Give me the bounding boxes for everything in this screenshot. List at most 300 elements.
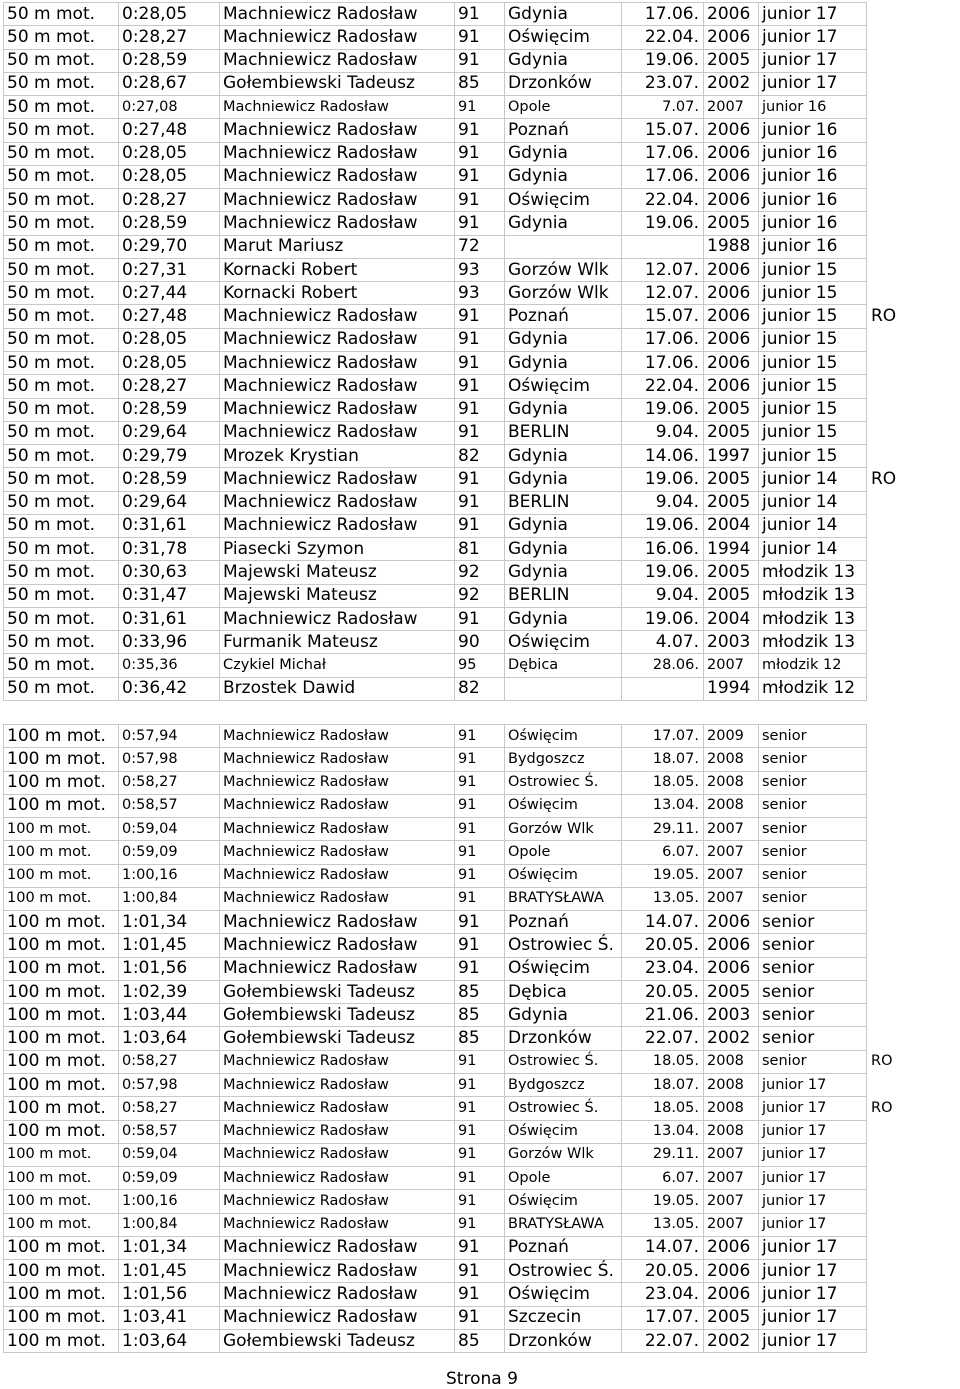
athlete-name-cell: Machniewicz Radosław bbox=[220, 725, 455, 748]
note-cell bbox=[867, 1260, 937, 1283]
date-cell: 19.06. bbox=[622, 49, 704, 72]
category-cell: junior 17 bbox=[759, 1073, 867, 1096]
note-cell bbox=[867, 818, 937, 841]
year-cell: 2005 bbox=[704, 468, 759, 491]
event-cell: 50 m mot. bbox=[4, 96, 119, 119]
venue-cell: Dębica bbox=[505, 654, 622, 677]
year-cell: 2006 bbox=[704, 911, 759, 934]
category-cell: junior 15 bbox=[759, 305, 867, 328]
note-cell bbox=[867, 887, 937, 910]
year-cell: 2005 bbox=[704, 398, 759, 421]
birth-year-cell: 91 bbox=[455, 1236, 505, 1259]
athlete-name-cell: Machniewicz Radosław bbox=[220, 375, 455, 398]
table-row bbox=[4, 212, 937, 235]
note-cell: RO bbox=[871, 306, 897, 327]
birth-year-cell: 91 bbox=[455, 375, 505, 398]
page-footer: Strona 9 bbox=[446, 1369, 518, 1389]
note-cell bbox=[867, 1236, 937, 1259]
category-cell: senior bbox=[759, 818, 867, 841]
athlete-name-cell: Machniewicz Radosław bbox=[220, 1283, 455, 1306]
note-cell bbox=[867, 1167, 937, 1190]
date-cell: 4.07. bbox=[622, 631, 704, 654]
year-cell: 2006 bbox=[704, 3, 759, 26]
category-cell: junior 15 bbox=[759, 328, 867, 351]
table-row bbox=[4, 677, 937, 700]
year-cell: 2009 bbox=[704, 725, 759, 748]
year-cell: 2008 bbox=[704, 1120, 759, 1143]
birth-year-cell: 91 bbox=[455, 212, 505, 235]
event-cell: 100 m mot. bbox=[4, 1236, 119, 1259]
venue-cell: Oświęcim bbox=[505, 725, 622, 748]
time-cell: 0:58,57 bbox=[119, 1120, 220, 1143]
date-cell: 22.04. bbox=[622, 375, 704, 398]
event-cell: 100 m mot. bbox=[4, 864, 119, 887]
note-cell bbox=[867, 445, 937, 468]
year-cell: 2006 bbox=[704, 351, 759, 374]
venue-cell: Oświęcim bbox=[505, 26, 622, 49]
venue-cell: Oświęcim bbox=[505, 957, 622, 980]
time-cell: 0:28,27 bbox=[119, 375, 220, 398]
time-cell: 0:28,59 bbox=[119, 398, 220, 421]
time-cell: 0:59,09 bbox=[119, 1167, 220, 1190]
table-row bbox=[4, 351, 937, 374]
category-cell: młodzik 12 bbox=[759, 654, 867, 677]
time-cell: 0:28,27 bbox=[119, 189, 220, 212]
category-cell: senior bbox=[759, 725, 867, 748]
time-cell: 0:33,96 bbox=[119, 631, 220, 654]
athlete-name-cell: Mrozek Krystian bbox=[220, 445, 455, 468]
note-cell bbox=[867, 398, 937, 421]
table-row bbox=[4, 491, 937, 514]
athlete-name-cell: Machniewicz Radosław bbox=[220, 328, 455, 351]
event-cell: 50 m mot. bbox=[4, 607, 119, 630]
birth-year-cell: 91 bbox=[455, 771, 505, 794]
date-cell: 19.06. bbox=[622, 607, 704, 630]
time-cell: 0:28,05 bbox=[119, 142, 220, 165]
date-cell: 19.05. bbox=[622, 864, 704, 887]
event-cell: 50 m mot. bbox=[4, 72, 119, 95]
table-row bbox=[4, 1283, 937, 1306]
category-cell: junior 17 bbox=[759, 1120, 867, 1143]
date-cell: 14.07. bbox=[622, 1236, 704, 1259]
birth-year-cell: 91 bbox=[455, 26, 505, 49]
category-cell: młodzik 12 bbox=[759, 677, 867, 700]
time-cell: 1:03,41 bbox=[119, 1306, 220, 1329]
venue-cell: Drzonków bbox=[505, 1027, 622, 1050]
athlete-name-cell: Machniewicz Radosław bbox=[220, 748, 455, 771]
note-cell bbox=[867, 491, 937, 514]
year-cell: 2006 bbox=[704, 1236, 759, 1259]
birth-year-cell: 72 bbox=[455, 235, 505, 258]
birth-year-cell: 95 bbox=[455, 654, 505, 677]
date-cell: 23.07. bbox=[622, 72, 704, 95]
table-row bbox=[4, 864, 937, 887]
venue-cell: BERLIN bbox=[505, 584, 622, 607]
year-cell: 2006 bbox=[704, 282, 759, 305]
time-cell: 0:59,04 bbox=[119, 818, 220, 841]
athlete-name-cell: Machniewicz Radosław bbox=[220, 1050, 455, 1073]
athlete-name-cell: Majewski Mateusz bbox=[220, 561, 455, 584]
time-cell: 0:28,27 bbox=[119, 26, 220, 49]
athlete-name-cell: Gołembiewski Tadeusz bbox=[220, 72, 455, 95]
venue-cell: Gdynia bbox=[505, 212, 622, 235]
date-cell bbox=[622, 677, 704, 700]
birth-year-cell: 91 bbox=[455, 328, 505, 351]
table-row bbox=[4, 748, 937, 771]
time-cell: 1:01,45 bbox=[119, 1260, 220, 1283]
event-cell: 50 m mot. bbox=[4, 119, 119, 142]
event-cell: 100 m mot. bbox=[4, 934, 119, 957]
athlete-name-cell: Machniewicz Radosław bbox=[220, 1073, 455, 1096]
note-cell bbox=[867, 584, 937, 607]
athlete-name-cell: Gołembiewski Tadeusz bbox=[220, 1329, 455, 1352]
birth-year-cell: 91 bbox=[455, 794, 505, 817]
table-row bbox=[4, 421, 937, 444]
date-cell: 13.04. bbox=[622, 1120, 704, 1143]
year-cell: 2008 bbox=[704, 771, 759, 794]
birth-year-cell: 91 bbox=[455, 189, 505, 212]
event-cell: 100 m mot. bbox=[4, 1167, 119, 1190]
category-cell: junior 17 bbox=[759, 1143, 867, 1166]
birth-year-cell: 91 bbox=[455, 3, 505, 26]
table-row bbox=[4, 96, 937, 119]
date-cell: 19.06. bbox=[622, 468, 704, 491]
note-cell bbox=[867, 1027, 937, 1050]
table-row bbox=[4, 538, 937, 561]
year-cell: 2005 bbox=[704, 980, 759, 1003]
category-cell: junior 16 bbox=[759, 142, 867, 165]
note-cell bbox=[867, 1190, 937, 1213]
athlete-name-cell: Marut Mariusz bbox=[220, 235, 455, 258]
event-cell: 50 m mot. bbox=[4, 398, 119, 421]
event-cell: 100 m mot. bbox=[4, 1213, 119, 1236]
date-cell: 13.04. bbox=[622, 794, 704, 817]
date-cell: 12.07. bbox=[622, 258, 704, 281]
athlete-name-cell: Machniewicz Radosław bbox=[220, 1143, 455, 1166]
category-cell: młodzik 13 bbox=[759, 584, 867, 607]
year-cell: 2006 bbox=[704, 189, 759, 212]
note-cell bbox=[867, 1306, 937, 1329]
table-row bbox=[4, 1306, 937, 1329]
table-row bbox=[4, 1050, 937, 1073]
table-row bbox=[4, 235, 937, 258]
birth-year-cell: 91 bbox=[455, 725, 505, 748]
note-cell bbox=[867, 189, 937, 212]
birth-year-cell: 91 bbox=[455, 1260, 505, 1283]
event-cell: 100 m mot. bbox=[4, 1260, 119, 1283]
athlete-name-cell: Machniewicz Radosław bbox=[220, 1213, 455, 1236]
table-row bbox=[4, 1097, 937, 1120]
category-cell: junior 17 bbox=[759, 1190, 867, 1213]
time-cell: 0:28,05 bbox=[119, 3, 220, 26]
venue-cell: Poznań bbox=[505, 1236, 622, 1259]
venue-cell: Opole bbox=[505, 1167, 622, 1190]
event-cell: 50 m mot. bbox=[4, 491, 119, 514]
table-row bbox=[4, 934, 937, 957]
date-cell: 23.04. bbox=[622, 1283, 704, 1306]
year-cell: 2003 bbox=[704, 1004, 759, 1027]
category-cell: junior 15 bbox=[759, 351, 867, 374]
venue-cell: Gdynia bbox=[505, 538, 622, 561]
athlete-name-cell: Machniewicz Radosław bbox=[220, 911, 455, 934]
time-cell: 1:00,16 bbox=[119, 864, 220, 887]
birth-year-cell: 92 bbox=[455, 584, 505, 607]
year-cell: 2004 bbox=[704, 607, 759, 630]
birth-year-cell: 91 bbox=[455, 165, 505, 188]
date-cell: 18.07. bbox=[622, 1073, 704, 1096]
category-cell: młodzik 13 bbox=[759, 631, 867, 654]
birth-year-cell: 91 bbox=[455, 1120, 505, 1143]
category-cell: senior bbox=[759, 911, 867, 934]
category-cell: senior bbox=[759, 1050, 867, 1073]
date-cell: 17.07. bbox=[622, 1306, 704, 1329]
time-cell: 0:29,64 bbox=[119, 421, 220, 444]
year-cell: 2005 bbox=[704, 212, 759, 235]
date-cell: 17.06. bbox=[622, 165, 704, 188]
table-row bbox=[4, 119, 937, 142]
note-cell bbox=[867, 725, 937, 748]
note-cell bbox=[867, 375, 937, 398]
birth-year-cell: 91 bbox=[455, 957, 505, 980]
birth-year-cell: 85 bbox=[455, 1329, 505, 1352]
year-cell: 2002 bbox=[704, 1329, 759, 1352]
category-cell: junior 15 bbox=[759, 282, 867, 305]
category-cell: senior bbox=[759, 980, 867, 1003]
table-row bbox=[4, 794, 937, 817]
venue-cell: Gorzów Wlk bbox=[505, 1143, 622, 1166]
year-cell: 2007 bbox=[704, 654, 759, 677]
event-cell: 100 m mot. bbox=[4, 1027, 119, 1050]
date-cell: 17.06. bbox=[622, 351, 704, 374]
year-cell: 2003 bbox=[704, 631, 759, 654]
category-cell: junior 17 bbox=[759, 1329, 867, 1352]
year-cell: 2002 bbox=[704, 72, 759, 95]
date-cell: 22.07. bbox=[622, 1329, 704, 1352]
time-cell: 0:58,27 bbox=[119, 771, 220, 794]
venue-cell: BRATYSŁAWA bbox=[505, 887, 622, 910]
event-cell: 50 m mot. bbox=[4, 375, 119, 398]
event-cell: 50 m mot. bbox=[4, 421, 119, 444]
athlete-name-cell: Machniewicz Radosław bbox=[220, 864, 455, 887]
birth-year-cell: 91 bbox=[455, 96, 505, 119]
year-cell: 2006 bbox=[704, 1260, 759, 1283]
table-row bbox=[4, 1213, 937, 1236]
note-cell bbox=[867, 49, 937, 72]
venue-cell: Gdynia bbox=[505, 468, 622, 491]
note-cell bbox=[867, 142, 937, 165]
note-cell bbox=[867, 864, 937, 887]
birth-year-cell: 82 bbox=[455, 445, 505, 468]
event-cell: 100 m mot. bbox=[4, 887, 119, 910]
birth-year-cell: 91 bbox=[455, 514, 505, 537]
category-cell: junior 15 bbox=[759, 445, 867, 468]
event-cell: 50 m mot. bbox=[4, 584, 119, 607]
venue-cell: Opole bbox=[505, 841, 622, 864]
athlete-name-cell: Machniewicz Radosław bbox=[220, 3, 455, 26]
note-cell bbox=[867, 748, 937, 771]
table-row bbox=[4, 72, 937, 95]
athlete-name-cell: Piasecki Szymon bbox=[220, 538, 455, 561]
event-cell: 50 m mot. bbox=[4, 142, 119, 165]
note-cell bbox=[867, 282, 937, 305]
time-cell: 0:27,31 bbox=[119, 258, 220, 281]
athlete-name-cell: Furmanik Mateusz bbox=[220, 631, 455, 654]
date-cell: 19.06. bbox=[622, 398, 704, 421]
note-cell bbox=[867, 607, 937, 630]
time-cell: 0:31,61 bbox=[119, 607, 220, 630]
time-cell: 1:01,34 bbox=[119, 911, 220, 934]
birth-year-cell: 91 bbox=[455, 1283, 505, 1306]
table-row bbox=[4, 607, 937, 630]
event-cell: 100 m mot. bbox=[4, 911, 119, 934]
category-cell: junior 17 bbox=[759, 1306, 867, 1329]
year-cell: 2007 bbox=[704, 841, 759, 864]
table-row bbox=[4, 514, 937, 537]
year-cell: 2005 bbox=[704, 49, 759, 72]
table-row bbox=[4, 1073, 937, 1096]
birth-year-cell: 91 bbox=[455, 1167, 505, 1190]
time-cell: 0:29,70 bbox=[119, 235, 220, 258]
year-cell: 2006 bbox=[704, 258, 759, 281]
date-cell: 17.06. bbox=[622, 328, 704, 351]
athlete-name-cell: Machniewicz Radosław bbox=[220, 165, 455, 188]
date-cell: 19.06. bbox=[622, 212, 704, 235]
category-cell: junior 17 bbox=[759, 1097, 867, 1120]
table-row bbox=[4, 654, 937, 677]
note-cell bbox=[867, 514, 937, 537]
athlete-name-cell: Machniewicz Radosław bbox=[220, 607, 455, 630]
category-cell: junior 14 bbox=[759, 514, 867, 537]
note-cell: RO bbox=[871, 1099, 893, 1116]
category-cell: junior 16 bbox=[759, 165, 867, 188]
table-row bbox=[4, 1329, 937, 1352]
date-cell: 19.06. bbox=[622, 514, 704, 537]
event-cell: 100 m mot. bbox=[4, 980, 119, 1003]
venue-cell: Oświęcim bbox=[505, 1283, 622, 1306]
category-cell: junior 15 bbox=[759, 421, 867, 444]
event-cell: 50 m mot. bbox=[4, 538, 119, 561]
note-cell bbox=[867, 1004, 937, 1027]
event-cell: 50 m mot. bbox=[4, 26, 119, 49]
event-cell: 100 m mot. bbox=[4, 1190, 119, 1213]
athlete-name-cell: Machniewicz Radosław bbox=[220, 491, 455, 514]
table-row bbox=[4, 189, 937, 212]
note-cell bbox=[867, 561, 937, 584]
time-cell: 0:57,94 bbox=[119, 725, 220, 748]
event-cell: 50 m mot. bbox=[4, 212, 119, 235]
note-cell bbox=[867, 1213, 937, 1236]
birth-year-cell: 91 bbox=[455, 305, 505, 328]
category-cell: senior bbox=[759, 1027, 867, 1050]
date-cell: 15.07. bbox=[622, 305, 704, 328]
date-cell: 17.06. bbox=[622, 142, 704, 165]
venue-cell: Gdynia bbox=[505, 607, 622, 630]
event-cell: 100 m mot. bbox=[4, 748, 119, 771]
athlete-name-cell: Gołembiewski Tadeusz bbox=[220, 980, 455, 1003]
time-cell: 1:01,56 bbox=[119, 1283, 220, 1306]
year-cell: 2007 bbox=[704, 1213, 759, 1236]
venue-cell: Gdynia bbox=[505, 514, 622, 537]
date-cell: 29.11. bbox=[622, 1143, 704, 1166]
birth-year-cell: 91 bbox=[455, 1073, 505, 1096]
event-cell: 50 m mot. bbox=[4, 445, 119, 468]
athlete-name-cell: Machniewicz Radosław bbox=[220, 351, 455, 374]
date-cell: 28.06. bbox=[622, 654, 704, 677]
year-cell: 2005 bbox=[704, 491, 759, 514]
event-cell: 100 m mot. bbox=[4, 1306, 119, 1329]
date-cell: 7.07. bbox=[622, 96, 704, 119]
date-cell: 12.07. bbox=[622, 282, 704, 305]
athlete-name-cell: Machniewicz Radosław bbox=[220, 49, 455, 72]
birth-year-cell: 81 bbox=[455, 538, 505, 561]
records-table-50m bbox=[3, 2, 937, 701]
note-cell: RO bbox=[871, 1053, 893, 1070]
event-cell: 100 m mot. bbox=[4, 771, 119, 794]
note-cell bbox=[867, 654, 937, 677]
year-cell: 1994 bbox=[704, 538, 759, 561]
year-cell: 2006 bbox=[704, 328, 759, 351]
event-cell: 100 m mot. bbox=[4, 725, 119, 748]
table-row bbox=[4, 980, 937, 1003]
birth-year-cell: 91 bbox=[455, 491, 505, 514]
birth-year-cell: 91 bbox=[455, 142, 505, 165]
date-cell: 22.04. bbox=[622, 189, 704, 212]
note-cell bbox=[867, 677, 937, 700]
table-row bbox=[4, 1260, 937, 1283]
venue-cell: Ostrowiec Ś. bbox=[505, 934, 622, 957]
category-cell: junior 14 bbox=[759, 491, 867, 514]
note-cell bbox=[867, 212, 937, 235]
year-cell: 2008 bbox=[704, 1050, 759, 1073]
category-cell: junior 15 bbox=[759, 398, 867, 421]
table-row bbox=[4, 1236, 937, 1259]
time-cell: 0:30,63 bbox=[119, 561, 220, 584]
venue-cell: Gdynia bbox=[505, 49, 622, 72]
time-cell: 1:01,45 bbox=[119, 934, 220, 957]
year-cell: 2006 bbox=[704, 375, 759, 398]
time-cell: 1:00,84 bbox=[119, 1213, 220, 1236]
year-cell: 2007 bbox=[704, 1167, 759, 1190]
event-cell: 50 m mot. bbox=[4, 282, 119, 305]
time-cell: 0:57,98 bbox=[119, 748, 220, 771]
year-cell: 2005 bbox=[704, 1306, 759, 1329]
category-cell: senior bbox=[759, 887, 867, 910]
event-cell: 100 m mot. bbox=[4, 1143, 119, 1166]
date-cell: 29.11. bbox=[622, 818, 704, 841]
year-cell: 1997 bbox=[704, 445, 759, 468]
note-cell bbox=[867, 911, 937, 934]
athlete-name-cell: Machniewicz Radosław bbox=[220, 1306, 455, 1329]
category-cell: junior 17 bbox=[759, 3, 867, 26]
birth-year-cell: 85 bbox=[455, 72, 505, 95]
note-cell bbox=[867, 96, 937, 119]
category-cell: senior bbox=[759, 794, 867, 817]
year-cell: 2006 bbox=[704, 1283, 759, 1306]
event-cell: 50 m mot. bbox=[4, 677, 119, 700]
category-cell: junior 17 bbox=[759, 1236, 867, 1259]
date-cell: 6.07. bbox=[622, 841, 704, 864]
table-row bbox=[4, 445, 937, 468]
year-cell: 2005 bbox=[704, 584, 759, 607]
time-cell: 1:03,64 bbox=[119, 1329, 220, 1352]
birth-year-cell: 93 bbox=[455, 258, 505, 281]
year-cell: 2007 bbox=[704, 1143, 759, 1166]
birth-year-cell: 91 bbox=[455, 864, 505, 887]
table-row bbox=[4, 49, 937, 72]
category-cell: junior 16 bbox=[759, 235, 867, 258]
year-cell: 2007 bbox=[704, 818, 759, 841]
date-cell: 9.04. bbox=[622, 421, 704, 444]
